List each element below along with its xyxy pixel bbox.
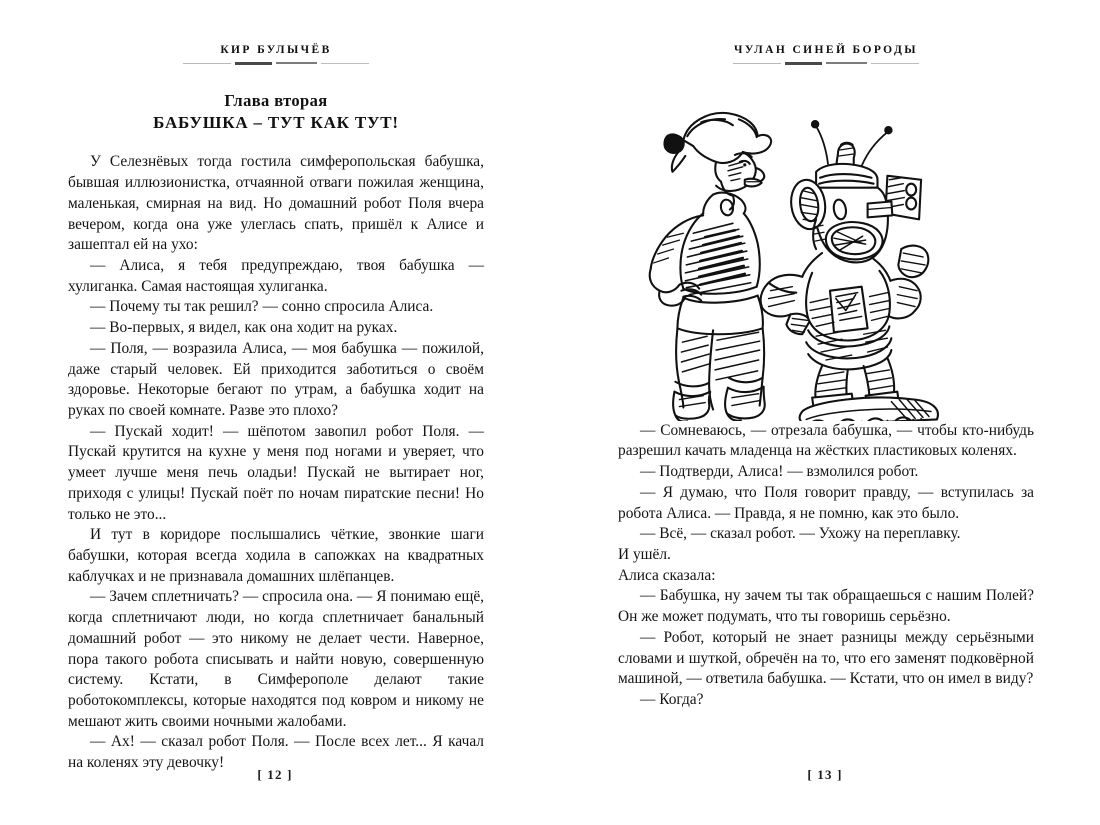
rule-segment — [235, 62, 272, 65]
paragraph: — Зачем сплетничать? — спросила она. — Я понимаю ещё, когда сплетничают люди, но когда сплетничает банальный домашний робот — это никому не делает чести. Наверное, пора такого робота списывать и найти новую, совершенную систему. Кстати, в Симферополе делают такие роботокомплексы, которые находятся под ковром и никому не мешают жить своими ночными жалобами. — [68, 588, 484, 730]
paragraph: — Поля, — возразила Алиса, — моя бабушка — пожилой, даже старый человек. Ей приходится заботиться о своём здоровье. Некоторые бегают по утрам, а бабушка ходит на руках по своей комнате. Разве это плохо? — [68, 339, 484, 419]
running-head-right — [618, 44, 1034, 65]
paragraph: — Алиса, я тебя предупреждаю, твоя бабушка — хулиганка. Самая настоящая хулиганка. — [68, 256, 484, 295]
rule-segment — [276, 62, 317, 64]
running-head-left-text: КИР БУЛЫЧЁВ — [220, 44, 332, 56]
paragraph: Алиса сказала: — [618, 566, 716, 584]
paragraph: — Робот, который не знает разницы между серьёзными словами и шуткой, обречён на то, что его заменят подковёрной машиной, — ответила бабушка. — Кстати, что он имел в виду? — [618, 628, 1034, 688]
rule-segment — [871, 63, 919, 65]
paragraph: — Подтверди, Алиса! — взмолился робот. — [640, 463, 919, 481]
paragraph: И тут в коридоре послышались чёткие, звонкие шаги бабушки, которая всегда ходила в сапожках на квадратных каблучках и не признавала домашних шлёпанцев. — [68, 526, 484, 585]
paragraph: — Когда? — [640, 690, 704, 708]
rule-segment — [321, 63, 369, 65]
paragraph: — Всё, — сказал робот. — Ухожу на переплавку. — [640, 525, 961, 543]
rule-segment — [826, 62, 867, 64]
paragraph: И ушёл. — [618, 545, 671, 563]
rule-segment — [733, 63, 781, 65]
right-page — [550, 0, 1100, 825]
running-head-rule-right — [733, 62, 919, 65]
paragraph: — Бабушка, ну зачем ты так обращаешься с нашим Полей? Он же может подумать, что ты говоришь серьёзно. — [618, 587, 1034, 626]
paragraph: — Во-первых, я видел, как она ходит на руках. — [90, 319, 398, 337]
illustration-svg — [618, 91, 1034, 421]
paragraph: — Я думаю, что Поля говорит правду, — вступилась за робота Алиса. — Правда, я не помню, как это было. — [618, 483, 1034, 522]
right-page-body — [618, 421, 1034, 711]
illustration-grandmother-and-robot — [618, 91, 1034, 421]
folio-right: [ 13 ] — [807, 767, 843, 782]
paragraph: — Ах! — сказал робот Поля. — После всех лет... Я качал на коленях эту девочку! — [68, 733, 484, 772]
rule-segment — [785, 62, 822, 65]
chapter-title: БАБУШКА – ТУТ КАК ТУТ! — [153, 113, 399, 133]
chapter-number: Глава вторая — [224, 90, 328, 110]
running-head-left — [68, 44, 484, 65]
left-page-body — [68, 152, 484, 774]
folio-left: [ 12 ] — [257, 767, 293, 782]
paragraph: — Сомневаюсь, — отрезала бабушка, — чтобы кто-нибудь разрешил качать младенца на жёстких пластиковых коленях. — [618, 421, 1034, 460]
chapter-heading — [68, 91, 484, 135]
rule-segment — [183, 63, 231, 65]
running-head-rule-left — [183, 62, 369, 65]
paragraph: У Селезнёвых тогда гостила симферопольская бабушка, бывшая иллюзионистка, отчаянной отваги пожилая женщина, маленькая, смирная на вид. Но домашний робот Поля вчера вечером, когда она уже улеглась спать, пришёл к Алисе и зашептал ей на ухо: — [68, 153, 484, 254]
paragraph: — Пускай ходит! — шёпотом завопил робот Поля. — Пускай крутится на кухне у меня под ногами и уверяет, что умеет лучше меня печь оладьи! Пускай не вытирает ног, приходя с улицы! Пускай поёт по ночам пиратские песни! Но только не это... — [68, 422, 484, 523]
paragraph: — Почему ты так решил? — сонно спросила Алиса. — [90, 298, 434, 316]
running-head-right-text: ЧУЛАН СИНЕЙ БОРОДЫ — [734, 44, 918, 56]
